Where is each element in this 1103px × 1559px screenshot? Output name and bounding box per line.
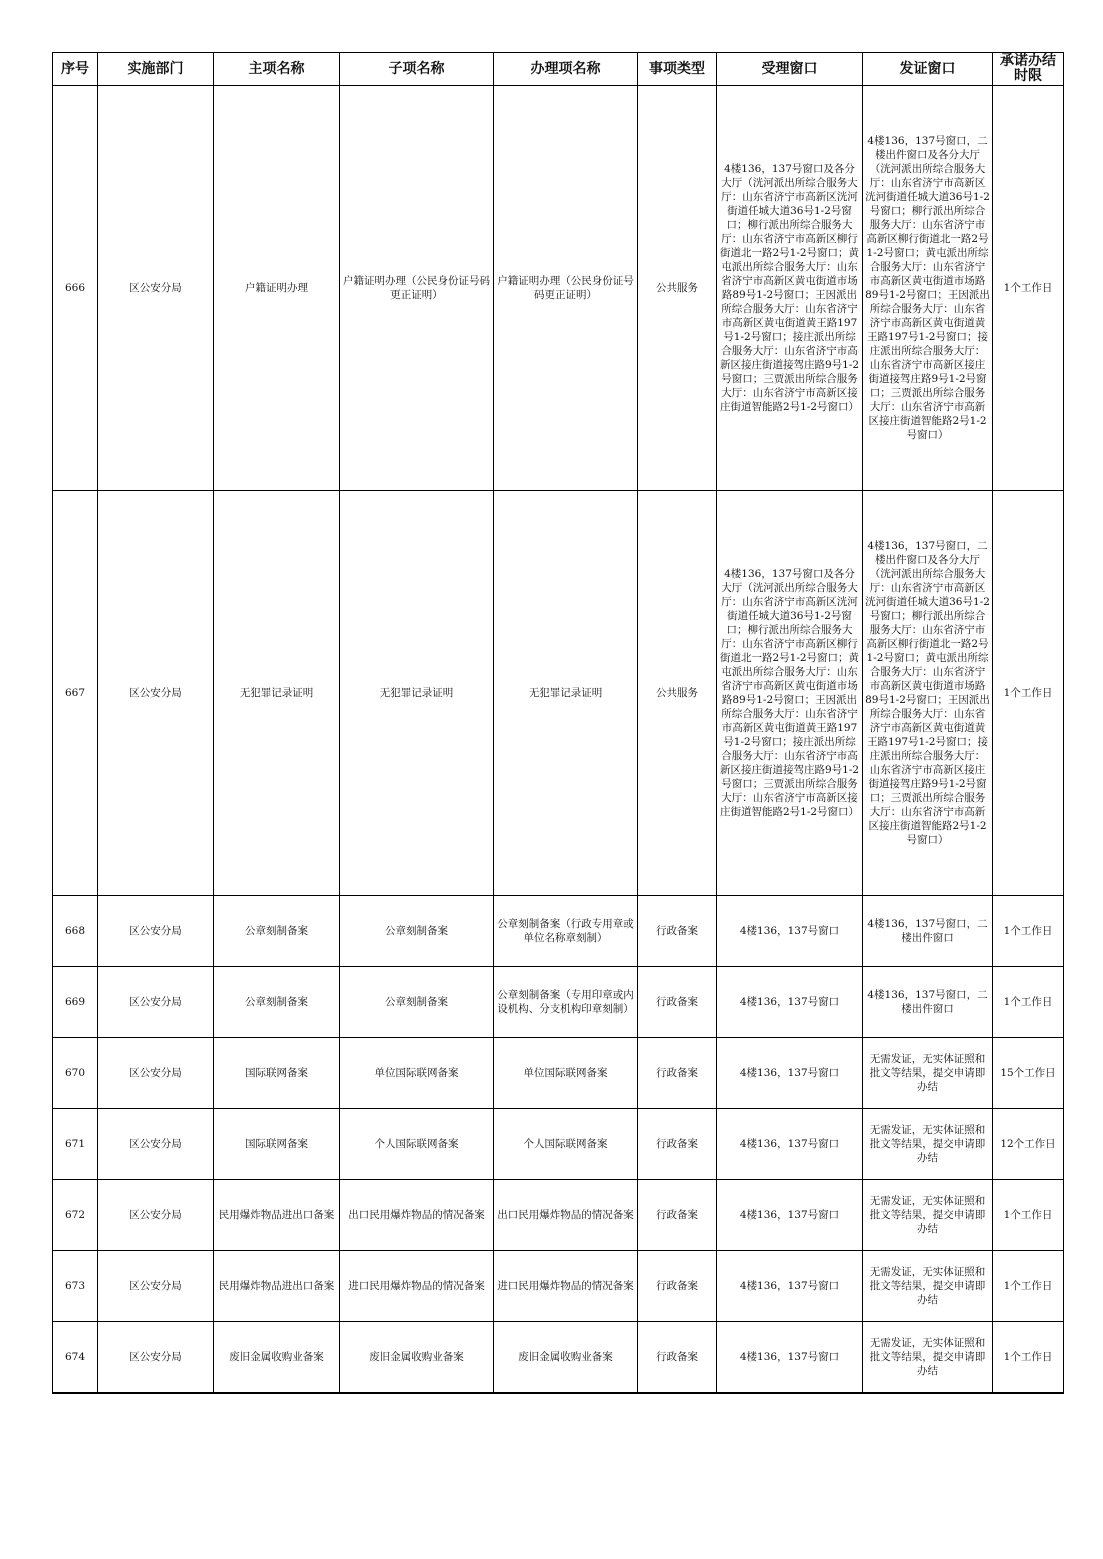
cell-time-limit: 12个工作日 (993, 1109, 1064, 1180)
cell-time-limit: 1个工作日 (993, 1251, 1064, 1322)
cell-dept: 区公安分局 (98, 1038, 214, 1109)
cell-dept: 区公安分局 (98, 491, 214, 896)
cell-sub-item: 出口民用爆炸物品的情况备案 (340, 1180, 494, 1251)
table-row (53, 491, 1064, 896)
cell-main-item: 民用爆炸物品进出口备案 (214, 1180, 340, 1251)
cell-main-item: 户籍证明办理 (214, 86, 340, 491)
cell-dept: 区公安分局 (98, 1251, 214, 1322)
cell-handling-item: 个人国际联网备案 (494, 1109, 638, 1180)
header-item-type: 事项类型 (638, 53, 717, 86)
cell-issue-window: 4楼136，137号窗口，二楼出件窗口 (863, 967, 993, 1038)
cell-no: 666 (53, 86, 98, 491)
cell-no: 671 (53, 1109, 98, 1180)
cell-item-type: 行政备案 (638, 896, 717, 967)
cell-time-limit: 1个工作日 (993, 86, 1064, 491)
cell-sub-item: 个人国际联网备案 (340, 1109, 494, 1180)
cell-no: 667 (53, 491, 98, 896)
cell-sub-item: 公章刻制备案 (340, 967, 494, 1038)
table-row (53, 1180, 1064, 1251)
cell-item-type: 行政备案 (638, 967, 717, 1038)
table-row (53, 1109, 1064, 1180)
cell-accept-window: 4楼136，137号窗口 (717, 967, 863, 1038)
cell-time-limit: 1个工作日 (993, 1180, 1064, 1251)
cell-handling-item: 进口民用爆炸物品的情况备案 (494, 1251, 638, 1322)
cell-main-item: 无犯罪记录证明 (214, 491, 340, 896)
cell-accept-window: 4楼136，137号窗口 (717, 1251, 863, 1322)
cell-item-type: 行政备案 (638, 1038, 717, 1109)
cell-dept: 区公安分局 (98, 967, 214, 1038)
cell-accept-window: 4楼136，137号窗口 (717, 1109, 863, 1180)
cell-sub-item: 单位国际联网备案 (340, 1038, 494, 1109)
cell-dept: 区公安分局 (98, 86, 214, 491)
cell-no: 674 (53, 1322, 98, 1394)
cell-handling-item: 单位国际联网备案 (494, 1038, 638, 1109)
cell-item-type: 行政备案 (638, 1251, 717, 1322)
cell-issue-window: 无需发证，无实体证照和批文等结果，提交申请即办结 (863, 1038, 993, 1109)
cell-no: 669 (53, 967, 98, 1038)
cell-dept: 区公安分局 (98, 1322, 214, 1394)
cell-issue-window: 4楼136，137号窗口，二楼出件窗口 (863, 896, 993, 967)
cell-no: 668 (53, 896, 98, 967)
cell-handling-item: 公章刻制备案（行政专用章或单位名称章刻制） (494, 896, 638, 967)
cell-handling-item: 公章刻制备案（专用印章或内设机构、分支机构印章刻制） (494, 967, 638, 1038)
cell-main-item: 公章刻制备案 (214, 967, 340, 1038)
cell-no: 672 (53, 1180, 98, 1251)
cell-sub-item: 公章刻制备案 (340, 896, 494, 967)
cell-main-item: 废旧金属收购业备案 (214, 1322, 340, 1394)
cell-handling-item: 出口民用爆炸物品的情况备案 (494, 1180, 638, 1251)
header-issue-window: 发证窗口 (863, 53, 993, 86)
cell-no: 673 (53, 1251, 98, 1322)
table-row (53, 86, 1064, 491)
header-time-limit-text: 承诺办结时限 (1000, 53, 1056, 84)
cell-dept: 区公安分局 (98, 1180, 214, 1251)
table-row (53, 967, 1064, 1038)
cell-accept-window: 4楼136，137号窗口 (717, 896, 863, 967)
cell-issue-window: 4楼136，137号窗口，二楼出件窗口及各分大厅（洸河派出所综合服务大厅：山东省济宁市高新区洸河街道任城大道36号1-2号窗口；柳行派出所综合服务大厅：山东省济宁市高新区柳行街道北一路2号1-2号窗口；黄屯派出所综合服务大厅：山东省济宁市高新区黄屯街道市场路89号1-2号窗口；王因派出所综合服务大厅：山东省济宁市高新区黄屯街道黄王路197号1-2号窗口；接庄派出所综合服务大厅：山东省济宁市高新区接庄街道接驾庄路9号1-2号窗口；三贾派出所综合服务大厅：山东省济宁市高新区接庄街道智能路2号1-2号窗口） (863, 491, 993, 896)
cell-main-item: 公章刻制备案 (214, 896, 340, 967)
cell-main-item: 国际联网备案 (214, 1038, 340, 1109)
service-items-table (52, 52, 1064, 1394)
cell-item-type: 行政备案 (638, 1180, 717, 1251)
cell-accept-window: 4楼136，137号窗口及各分大厅（洸河派出所综合服务大厅：山东省济宁市高新区洸河街道任城大道36号1-2号窗口；柳行派出所综合服务大厅：山东省济宁市高新区柳行街道北一路2号1-2号窗口；黄屯派出所综合服务大厅：山东省济宁市高新区黄屯街道市场路89号1-2号窗口；王因派出所综合服务大厅：山东省济宁市高新区黄屯街道黄王路197号1-2号窗口；接庄派出所综合服务大厅：山东省济宁市高新区接庄街道接驾庄路9号1-2号窗口；三贾派出所综合服务大厅：山东省济宁市高新区接庄街道智能路2号1-2号窗口） (717, 86, 863, 491)
cell-accept-window: 4楼136，137号窗口 (717, 1322, 863, 1394)
cell-main-item: 国际联网备案 (214, 1109, 340, 1180)
cell-sub-item: 废旧金属收购业备案 (340, 1322, 494, 1394)
header-sub-item: 子项名称 (340, 53, 494, 86)
cell-sub-item: 无犯罪记录证明 (340, 491, 494, 896)
table-row (53, 896, 1064, 967)
header-accept-window: 受理窗口 (717, 53, 863, 86)
cell-time-limit: 1个工作日 (993, 896, 1064, 967)
header-row (53, 53, 1064, 86)
cell-dept: 区公安分局 (98, 896, 214, 967)
cell-dept: 区公安分局 (98, 1109, 214, 1180)
cell-item-type: 公共服务 (638, 491, 717, 896)
cell-sub-item: 进口民用爆炸物品的情况备案 (340, 1251, 494, 1322)
cell-issue-window: 4楼136，137号窗口，二楼出件窗口及各分大厅（洸河派出所综合服务大厅：山东省济宁市高新区洸河街道任城大道36号1-2号窗口；柳行派出所综合服务大厅：山东省济宁市高新区柳行街道北一路2号1-2号窗口；黄屯派出所综合服务大厅：山东省济宁市高新区黄屯街道市场路89号1-2号窗口；王因派出所综合服务大厅：山东省济宁市高新区黄屯街道黄王路197号1-2号窗口；接庄派出所综合服务大厅：山东省济宁市高新区接庄街道接驾庄路9号1-2号窗口；三贾派出所综合服务大厅：山东省济宁市高新区接庄街道智能路2号1-2号窗口） (863, 86, 993, 491)
header-no: 序号 (53, 53, 98, 86)
cell-issue-window: 无需发证，无实体证照和批文等结果，提交申请即办结 (863, 1322, 993, 1394)
header-main-item: 主项名称 (214, 53, 340, 86)
table-row (53, 1251, 1064, 1322)
header-time-limit (993, 53, 1064, 86)
cell-item-type: 公共服务 (638, 86, 717, 491)
cell-accept-window: 4楼136，137号窗口 (717, 1038, 863, 1109)
cell-issue-window: 无需发证，无实体证照和批文等结果，提交申请即办结 (863, 1109, 993, 1180)
cell-item-type: 行政备案 (638, 1322, 717, 1394)
cell-sub-item: 户籍证明办理（公民身份证号码更正证明） (340, 86, 494, 491)
cell-no: 670 (53, 1038, 98, 1109)
cell-issue-window: 无需发证，无实体证照和批文等结果，提交申请即办结 (863, 1251, 993, 1322)
cell-time-limit: 1个工作日 (993, 967, 1064, 1038)
cell-item-type: 行政备案 (638, 1109, 717, 1180)
cell-time-limit: 1个工作日 (993, 491, 1064, 896)
cell-time-limit: 15个工作日 (993, 1038, 1064, 1109)
cell-handling-item: 废旧金属收购业备案 (494, 1322, 638, 1394)
cell-accept-window: 4楼136，137号窗口 (717, 1180, 863, 1251)
cell-issue-window: 无需发证，无实体证照和批文等结果，提交申请即办结 (863, 1180, 993, 1251)
cell-main-item: 民用爆炸物品进出口备案 (214, 1251, 340, 1322)
header-handling-item: 办理项名称 (494, 53, 638, 86)
cell-time-limit: 1个工作日 (993, 1322, 1064, 1394)
cell-handling-item: 无犯罪记录证明 (494, 491, 638, 896)
table-row (53, 1038, 1064, 1109)
cell-handling-item: 户籍证明办理（公民身份证号码更正证明） (494, 86, 638, 491)
header-dept: 实施部门 (98, 53, 214, 86)
table-row (53, 1322, 1064, 1394)
cell-accept-window: 4楼136，137号窗口及各分大厅（洸河派出所综合服务大厅：山东省济宁市高新区洸河街道任城大道36号1-2号窗口；柳行派出所综合服务大厅：山东省济宁市高新区柳行街道北一路2号1-2号窗口；黄屯派出所综合服务大厅：山东省济宁市高新区黄屯街道市场路89号1-2号窗口；王因派出所综合服务大厅：山东省济宁市高新区黄屯街道黄王路197号1-2号窗口；接庄派出所综合服务大厅：山东省济宁市高新区接庄街道接驾庄路9号1-2号窗口；三贾派出所综合服务大厅：山东省济宁市高新区接庄街道智能路2号1-2号窗口） (717, 491, 863, 896)
